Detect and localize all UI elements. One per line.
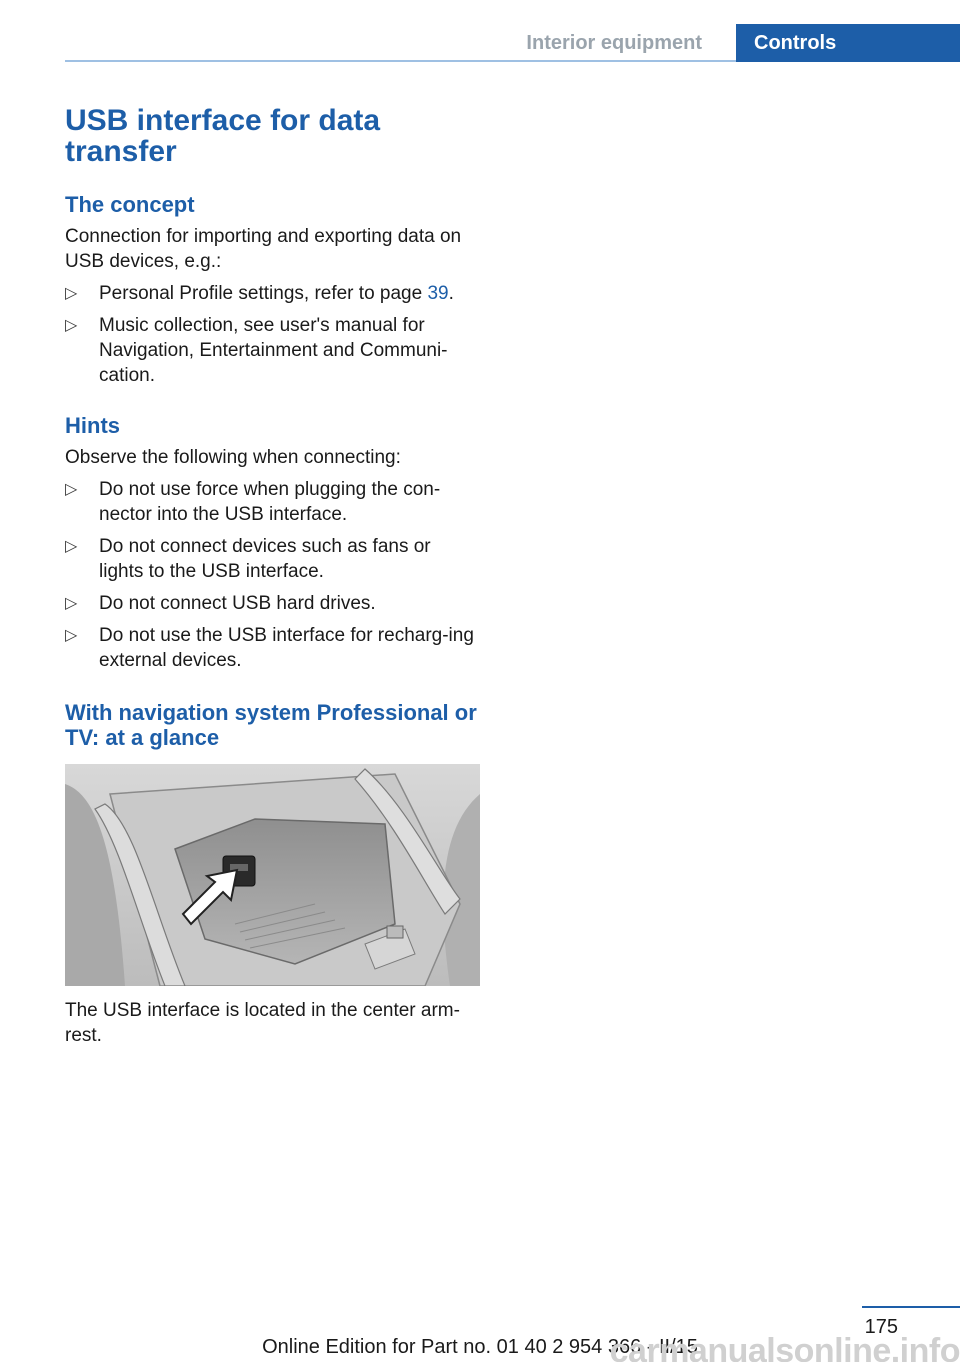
list-item-text: Music collection, see user's manual for Navigation, Entertainment and Communi-cation.	[99, 315, 448, 386]
page-link[interactable]: 39	[427, 283, 449, 304]
footer-edition: Online Edition for Part no. 01 40 2 954 366 - II/15	[262, 1336, 698, 1358]
page-title: USB interface for data transfer	[65, 104, 381, 168]
list-item	[65, 623, 480, 673]
list-item-text: Do not use force when plugging the con-nector into the USB interface.	[99, 479, 441, 525]
page-number: 175	[864, 1316, 898, 1338]
list-item-end: .	[448, 283, 454, 304]
concept-section	[65, 192, 480, 395]
concept-intro: Connection for importing and exporting data on USB devices, e.g.:	[65, 226, 462, 272]
bullet-triangle-icon: ▷	[65, 595, 78, 612]
caption-block	[65, 998, 480, 1048]
page-number-rule	[862, 1306, 960, 1308]
page-header	[65, 24, 960, 62]
concept-heading: The concept	[65, 192, 195, 217]
hints-list	[65, 477, 480, 673]
armrest-usb-illustration	[65, 764, 480, 986]
concept-list	[65, 281, 480, 388]
title-block	[65, 105, 480, 167]
list-item	[65, 591, 480, 616]
glance-section	[65, 700, 480, 750]
list-item	[65, 534, 480, 584]
list-item-text: Do not connect devices such as fans or lights to the USB interface.	[99, 536, 431, 582]
watermark: carmanualsonline.info	[609, 1332, 960, 1362]
section-label: Interior equipment	[526, 32, 702, 54]
hints-section	[65, 413, 480, 680]
hints-intro: Observe the following when connecting:	[65, 447, 401, 468]
bullet-triangle-icon: ▷	[65, 538, 78, 555]
bullet-triangle-icon: ▷	[65, 285, 78, 302]
bullet-triangle-icon: ▷	[65, 627, 78, 644]
list-item-text: Do not connect USB hard drives.	[99, 593, 376, 614]
list-item	[65, 281, 480, 306]
list-item-text: Do not use the USB interface for recharg-ing external devices.	[99, 625, 474, 671]
list-item	[65, 313, 480, 388]
bullet-triangle-icon: ▷	[65, 317, 78, 334]
glance-heading: With navigation system Professional or TV: at a glance	[65, 700, 477, 750]
chapter-tab[interactable]: Controls	[736, 24, 960, 62]
list-item	[65, 477, 480, 527]
hints-heading: Hints	[65, 413, 120, 438]
header-rule	[65, 60, 736, 62]
image-caption: The USB interface is located in the center arm-rest.	[65, 1000, 460, 1046]
bullet-triangle-icon: ▷	[65, 481, 78, 498]
list-item-text: Personal Profile settings, refer to page	[99, 283, 428, 304]
